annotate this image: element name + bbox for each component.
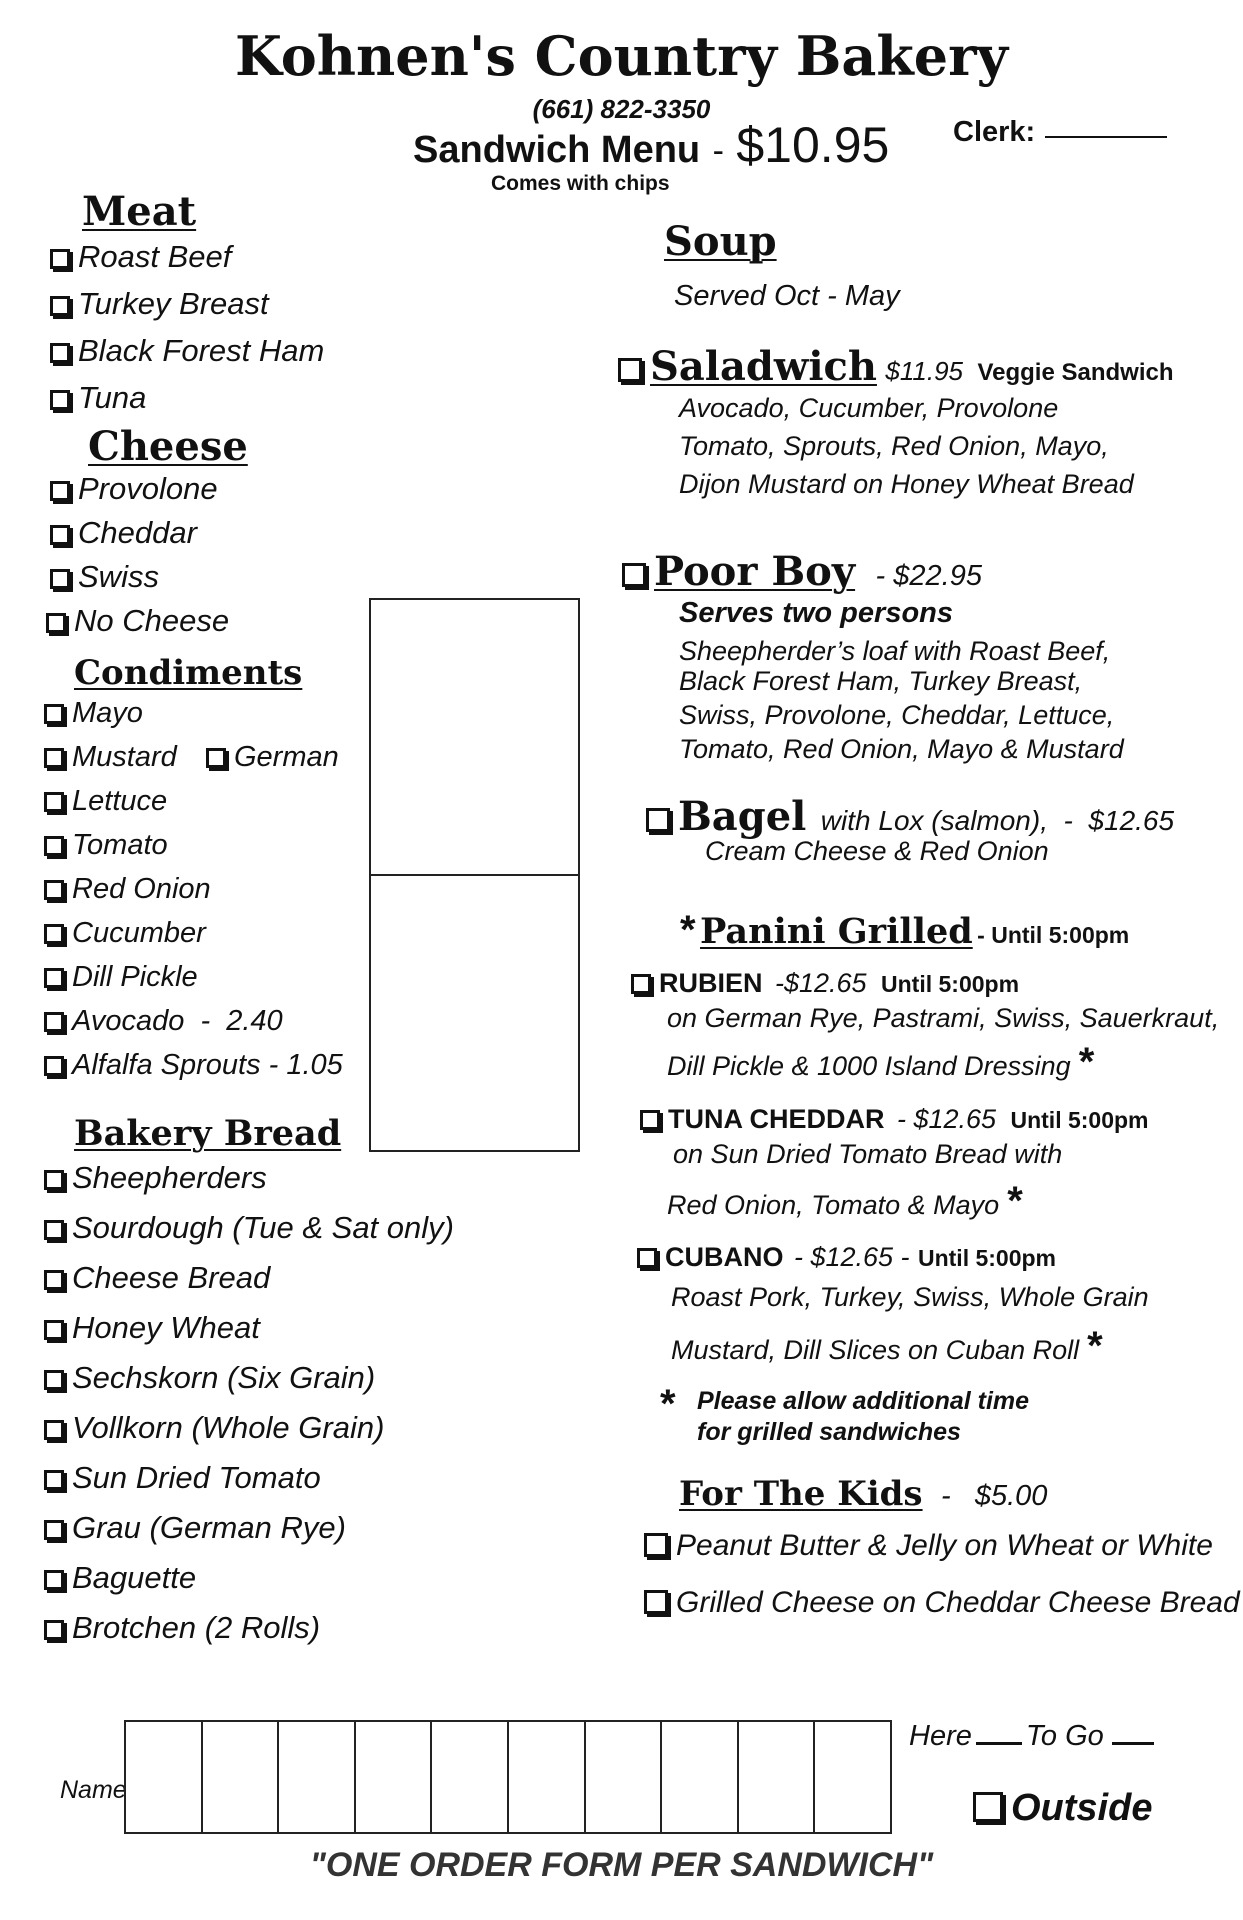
name-input-grid[interactable] xyxy=(124,1720,892,1834)
checkbox[interactable] xyxy=(646,808,670,832)
asterisk-icon: * xyxy=(1087,1324,1103,1368)
name-cell[interactable] xyxy=(739,1722,816,1832)
checkbox[interactable] xyxy=(44,748,64,768)
poorboy-row[interactable] xyxy=(622,548,982,595)
checkbox[interactable] xyxy=(44,704,64,724)
tuna-row[interactable] xyxy=(640,1104,1149,1135)
checkbox[interactable] xyxy=(50,569,70,589)
here-togo-row xyxy=(909,1720,1154,1753)
cheese-item-none[interactable]: No Cheese xyxy=(46,603,229,639)
clerk-line[interactable] xyxy=(1045,136,1167,138)
menu-dash: - xyxy=(712,132,724,170)
checkbox[interactable] xyxy=(50,296,70,316)
outside-option[interactable] xyxy=(973,1787,1152,1830)
checkbox[interactable] xyxy=(44,1420,64,1440)
checkbox[interactable] xyxy=(44,1470,64,1490)
cubano-desc-2: Mustard, Dill Slices on Cuban Roll * xyxy=(671,1324,1103,1368)
checkbox[interactable] xyxy=(618,358,642,382)
grilled-note-1: Please allow additional time xyxy=(697,1387,1030,1415)
checkbox[interactable] xyxy=(44,1570,64,1590)
order-slogan: "ONE ORDER FORM PER SANDWICH" xyxy=(309,1846,934,1884)
condiment-alfalfa[interactable]: Alfalfa Sprouts - 1.05 xyxy=(44,1049,343,1082)
bagel-desc: with Lox (salmon), - $12.65 xyxy=(820,805,1175,836)
condiment-mustard[interactable]: Mustard xyxy=(44,741,177,774)
name-cell[interactable] xyxy=(126,1722,203,1832)
cubano-row[interactable] xyxy=(637,1242,1056,1273)
saladwich-row[interactable] xyxy=(618,343,1174,390)
checkbox[interactable] xyxy=(44,1270,64,1290)
poorboy-serves: Serves two persons xyxy=(679,597,953,629)
cheese-item-provolone[interactable]: Provolone xyxy=(50,471,218,507)
poorboy-name: Poor Boy xyxy=(654,548,856,595)
asterisk-icon: * xyxy=(1007,1179,1023,1223)
name-label: Name xyxy=(60,1776,127,1804)
rubien-row[interactable] xyxy=(631,968,1019,999)
grilled-note-2: for grilled sandwiches xyxy=(697,1418,961,1446)
bread-item[interactable]: Sheepherders xyxy=(44,1160,267,1196)
soup-note: Served Oct - May xyxy=(674,280,900,312)
poorboy-desc: Black Forest Ham, Turkey Breast, xyxy=(679,666,1083,696)
name-cell[interactable] xyxy=(356,1722,433,1832)
bakery-title: Kohnen's Country Bakery xyxy=(235,24,1008,88)
rubien-desc: on German Rye, Pastrami, Swiss, Sauerkraut, xyxy=(667,1003,1220,1033)
poorboy-desc: Tomato, Red Onion, Mayo & Mustard xyxy=(679,734,1124,764)
checkbox[interactable] xyxy=(44,924,64,944)
here-blank[interactable] xyxy=(976,1742,1022,1745)
bread-item[interactable]: Honey Wheat xyxy=(44,1310,260,1346)
menu-heading xyxy=(413,116,889,174)
poorboy-price: - $22.95 xyxy=(875,560,982,592)
bagel-row[interactable] xyxy=(646,793,1174,840)
condiment-dill-pickle[interactable]: Dill Pickle xyxy=(44,961,198,994)
soup-heading: Soup xyxy=(664,218,777,265)
bagel-name: Bagel xyxy=(678,793,807,840)
meat-item-ham[interactable]: Black Forest Ham xyxy=(50,333,324,369)
checkbox[interactable] xyxy=(44,880,64,900)
asterisk-icon: * xyxy=(660,1382,676,1426)
cubano-price: - $12.65 - xyxy=(793,1242,910,1272)
checkbox[interactable] xyxy=(631,974,651,994)
kids-item-pbj[interactable]: Peanut Butter & Jelly on Wheat or White xyxy=(644,1529,1213,1563)
poorboy-desc: Sheepherder’s loaf with Roast Beef, xyxy=(679,636,1111,666)
bagel-line2: Cream Cheese & Red Onion xyxy=(705,836,1049,866)
saladwich-price: $11.95 xyxy=(885,356,963,386)
asterisk-icon: * xyxy=(680,908,696,952)
checkbox[interactable] xyxy=(46,613,66,633)
cubano-until: Until 5:00pm xyxy=(917,1245,1057,1271)
menu-label: Sandwich Menu xyxy=(413,129,701,171)
cheese-item-swiss[interactable]: Swiss xyxy=(50,559,159,595)
checkbox[interactable] xyxy=(44,1370,64,1390)
bread-item[interactable]: Cheese Bread xyxy=(44,1260,270,1296)
checkbox[interactable] xyxy=(640,1110,660,1130)
notes-box-top[interactable] xyxy=(369,598,580,876)
rubien-desc-2: Dill Pickle & 1000 Island Dressing * xyxy=(667,1040,1095,1084)
bread-item[interactable]: Brotchen (2 Rolls) xyxy=(44,1610,320,1646)
cubano-name: CUBANO xyxy=(665,1242,784,1272)
checkbox[interactable] xyxy=(622,563,646,587)
checkbox[interactable] xyxy=(973,1792,1003,1822)
cheese-item-cheddar[interactable]: Cheddar xyxy=(50,515,197,551)
checkbox[interactable] xyxy=(44,836,64,856)
checkbox[interactable] xyxy=(206,748,226,768)
condiment-cucumber[interactable]: Cucumber xyxy=(44,917,206,950)
checkbox[interactable] xyxy=(44,1056,64,1076)
kids-heading: For The Kids xyxy=(679,1474,923,1514)
bread-item[interactable]: Sechskorn (Six Grain) xyxy=(44,1360,375,1396)
name-cell[interactable] xyxy=(815,1722,890,1832)
checkbox[interactable] xyxy=(644,1533,668,1557)
kids-item-grilled-cheese[interactable]: Grilled Cheese on Cheddar Cheese Bread xyxy=(644,1586,1240,1620)
rubien-price: -$12.65 xyxy=(774,968,867,998)
saladwich-desc: Avocado, Cucumber, Provolone xyxy=(679,393,1059,423)
checkbox[interactable] xyxy=(44,1320,64,1340)
tuna-until: Until 5:00pm xyxy=(1010,1107,1149,1133)
checkbox[interactable] xyxy=(44,1520,64,1540)
checkbox[interactable] xyxy=(50,390,70,410)
rubien-name: RUBIEN xyxy=(659,968,763,998)
panini-heading: Panini Grilled xyxy=(700,911,973,952)
togo-blank[interactable] xyxy=(1112,1742,1154,1745)
condiment-mayo[interactable]: Mayo xyxy=(44,697,143,730)
bread-item[interactable]: Grau (German Rye) xyxy=(44,1510,346,1546)
name-cell[interactable] xyxy=(432,1722,509,1832)
saladwich-tag: Veggie Sandwich xyxy=(977,359,1174,386)
panini-until: - Until 5:00pm xyxy=(977,922,1130,948)
name-cell[interactable] xyxy=(662,1722,739,1832)
tuna-desc-2: Red Onion, Tomato & Mayo * xyxy=(667,1179,1023,1223)
bread-item[interactable]: Sun Dried Tomato xyxy=(44,1460,321,1496)
condiment-avocado[interactable]: Avocado - 2.40 xyxy=(44,1005,283,1038)
name-cell[interactable] xyxy=(203,1722,280,1832)
condiment-lettuce[interactable]: Lettuce xyxy=(44,785,167,818)
meat-item-roast-beef[interactable]: Roast Beef xyxy=(50,239,231,275)
tuna-desc: on Sun Dried Tomato Bread with xyxy=(673,1139,1063,1169)
checkbox[interactable] xyxy=(44,1620,64,1640)
comes-with-chips: Comes with chips xyxy=(491,172,670,195)
saladwich-name: Saladwich xyxy=(650,343,877,390)
checkbox[interactable] xyxy=(50,525,70,545)
tuna-name: TUNA CHEDDAR xyxy=(668,1104,885,1134)
condiment-tomato[interactable]: Tomato xyxy=(44,829,168,862)
bread-heading: Bakery Bread xyxy=(74,1113,342,1154)
checkbox[interactable] xyxy=(637,1248,657,1268)
condiment-german[interactable]: German xyxy=(206,741,339,774)
kids-price: - $5.00 xyxy=(941,1480,1048,1512)
checkbox[interactable] xyxy=(44,968,64,988)
bread-item[interactable]: Vollkorn (Whole Grain) xyxy=(44,1410,384,1446)
clerk-label: Clerk: xyxy=(953,116,1036,148)
checkbox[interactable] xyxy=(644,1590,668,1614)
condiments-heading: Condiments xyxy=(74,653,303,693)
checkbox[interactable] xyxy=(44,792,64,812)
togo-label: To Go xyxy=(1025,1720,1104,1752)
cheese-heading: Cheese xyxy=(88,423,248,470)
checkbox[interactable] xyxy=(50,481,70,501)
poorboy-desc: Swiss, Provolone, Cheddar, Lettuce, xyxy=(679,700,1115,730)
saladwich-desc: Dijon Mustard on Honey Wheat Bread xyxy=(679,469,1134,499)
bread-item[interactable]: Sourdough (Tue & Sat only) xyxy=(44,1210,454,1246)
rubien-until: Until 5:00pm xyxy=(881,971,1020,997)
bread-item[interactable]: Baguette xyxy=(44,1560,196,1596)
kids-heading-row xyxy=(679,1474,1047,1514)
asterisk-icon: * xyxy=(1078,1040,1095,1084)
menu-price: $10.95 xyxy=(736,117,890,173)
outside-label: Outside xyxy=(1011,1787,1153,1829)
checkbox[interactable] xyxy=(44,1012,64,1032)
meat-heading: Meat xyxy=(82,188,197,235)
saladwich-desc: Tomato, Sprouts, Red Onion, Mayo, xyxy=(679,431,1109,461)
name-cell[interactable] xyxy=(279,1722,356,1832)
tuna-price: - $12.65 xyxy=(896,1104,997,1134)
meat-item-turkey[interactable]: Turkey Breast xyxy=(50,286,269,322)
here-label: Here xyxy=(909,1720,972,1752)
name-cell[interactable] xyxy=(509,1722,586,1832)
checkbox[interactable] xyxy=(50,249,70,269)
condiment-red-onion[interactable]: Red Onion xyxy=(44,873,211,906)
cubano-desc: Roast Pork, Turkey, Swiss, Whole Grain xyxy=(671,1282,1149,1312)
meat-item-tuna[interactable]: Tuna xyxy=(50,380,146,416)
name-cell[interactable] xyxy=(586,1722,663,1832)
checkbox[interactable] xyxy=(44,1170,64,1190)
phone-number: (661) 822-3350 xyxy=(532,94,711,124)
checkbox[interactable] xyxy=(44,1220,64,1240)
panini-heading-row xyxy=(680,908,1129,953)
notes-box-bottom[interactable] xyxy=(369,874,580,1152)
checkbox[interactable] xyxy=(50,343,70,363)
